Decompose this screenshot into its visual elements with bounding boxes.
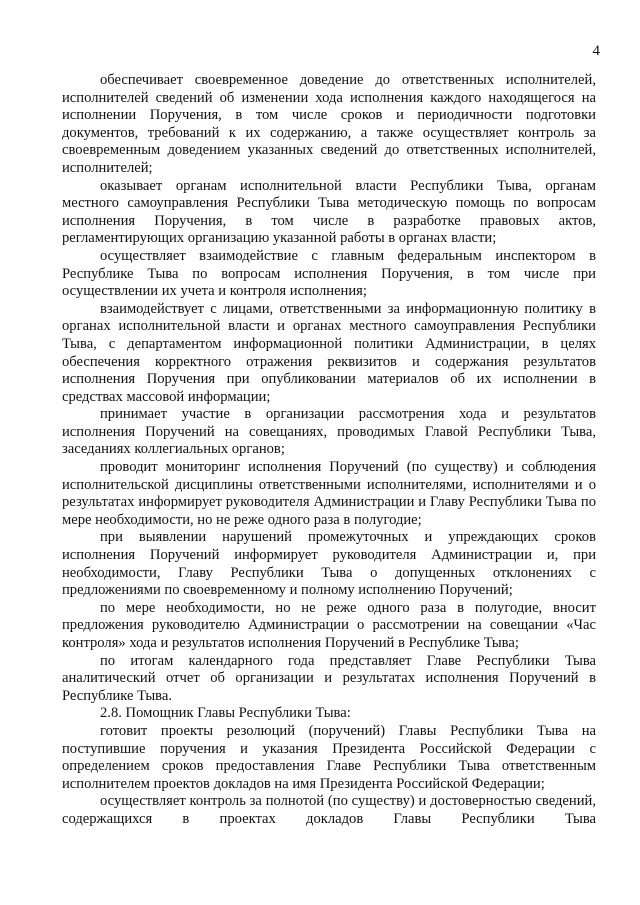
page-number: 4 [592,43,600,59]
paragraph: при выявлении нарушений промежуточных и упреждающих сроков исполнения Поручений информирует руководителя Администрации и, при необходимости, Главу Республики Тыва о допущенных отклонениях с предложениями по своевременному и полному исполнению Поручений; [62,529,596,599]
paragraph: принимает участие в организации рассмотрения хода и результатов исполнения Поручений на совещаниях, проводимых Главой Республики Тыва, заседаниях коллегиальных органов; [62,406,596,458]
paragraph: обеспечивает своевременное доведение до ответственных исполнителей, исполнителей сведений об изменении хода исполнения каждого находящегося на исполнении Поручения, в том числе сроков и периодичности подготовки документов, требований к их содержанию, а также осуществляет контроль за своевременным доведением указанных сведений до ответственных исполнителей, исполнителей; [62,72,596,176]
paragraph: осуществляет взаимодействие с главным федеральным инспектором в Республике Тыва по вопросам исполнения Поручения, в том числе при осуществлении их учета и контроля исполнения; [62,247,596,300]
paragraph: готовит проекты резолюций (поручений) Главы Республики Тыва на поступившие поручения и указания Президента Российской Федерации с определением сроков предоставления Главе Республики Тыва ответственным исполнителем проектов докладов на имя Президента Российской Федерации; [62,722,596,792]
paragraph: проводит мониторинг исполнения Поручений (по существу) и соблюдения исполнительской дисциплины ответственными исполнителями, исполнителями и о результатах информирует руководителя Администрации и Главу Республики Тыва по мере необходимости, но не реже одного раза в полугодие; [62,459,596,528]
paragraph: по мере необходимости, но не реже одного раза в полугодие, вносит предложения руководителю Администрации о рассмотрении на совещании «Час контроля» хода и результатов исполнения Поручений в Республике Тыва; [62,599,596,651]
paragraph: осуществляет контроль за полнотой (по существу) и достоверностью сведений, содержащихся в проектах докладов Главы Республики Тыва [62,793,596,827]
paragraph: оказывает органам исполнительной власти Республики Тыва, органам местного самоуправления Республики Тыва методическую помощь по вопросам исполнения Поручения, в том числе в разработке правовых актов, регламентирующих организацию указанной работы в органах власти; [62,177,596,247]
section-heading: 2.8. Помощник Главы Республики Тыва: [100,705,351,722]
paragraph: взаимодействует с лицами, ответственными за информационную политику в органах исполнительной власти и органах местного самоуправления Республики Тыва, с департаментом информационной политики Администрации, в целях обеспечения корректного отражения реквизитов и содержания результатов исполнения Поручения при опубликовании материалов об их исполнении в средствах массовой информации; [62,300,596,405]
document-body [62,72,596,829]
paragraph: по итогам календарного года представляет Главе Республики Тыва аналитический отчет об организации и результатах исполнения Поручений в Республике Тыва. [62,652,596,704]
